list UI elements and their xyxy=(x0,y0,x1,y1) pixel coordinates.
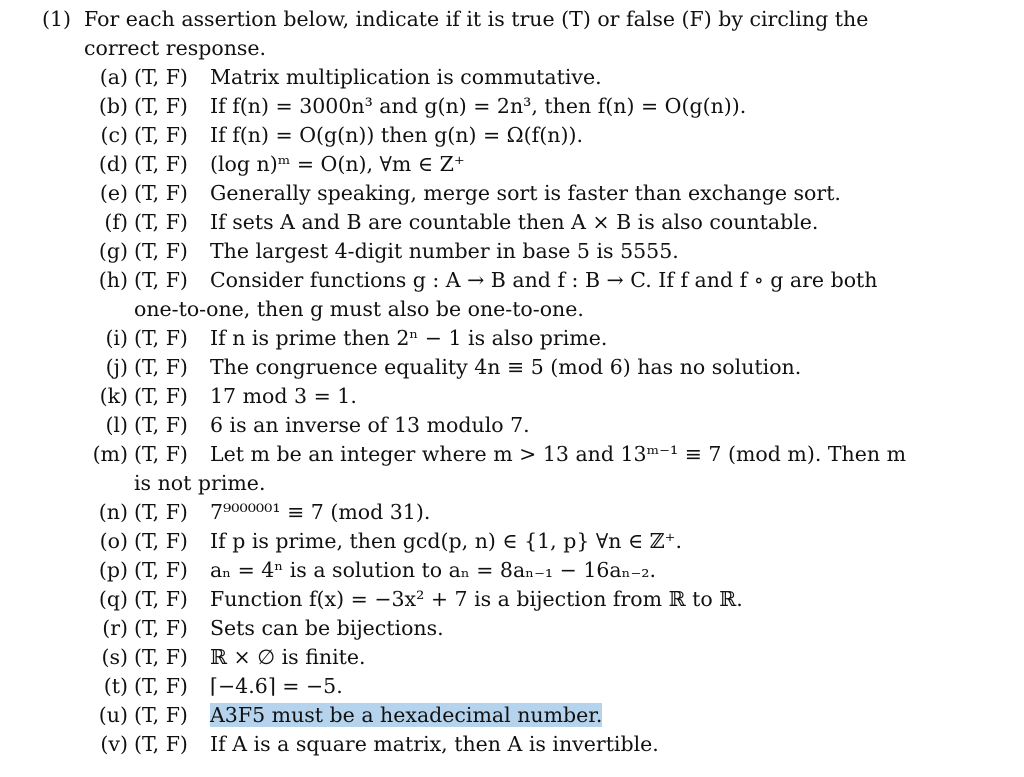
assertion-text xyxy=(210,701,602,730)
assertion-text-content: ⌈−4.6⌉ = −5. xyxy=(210,674,343,698)
true-false-choice[interactable]: (T, F) xyxy=(134,268,188,292)
assertion-text xyxy=(210,498,430,527)
item-label: (o) xyxy=(99,529,128,553)
problem-number: (1) xyxy=(42,7,72,31)
item-label: (i) xyxy=(105,326,128,350)
item-label: (k) xyxy=(99,384,128,408)
assertion-text-content: 17 mod 3 = 1. xyxy=(210,384,357,408)
item-label: (u) xyxy=(98,703,128,727)
assertion-text-content: aₙ = 4ⁿ is a solution to aₙ = 8aₙ₋₁ − 16aₙ₋₂. xyxy=(210,558,657,582)
item-label: (g) xyxy=(98,239,128,263)
assertion-text xyxy=(210,237,679,266)
assertion-text-content: The largest 4-digit number in base 5 is 5555. xyxy=(210,239,679,263)
true-false-choice[interactable]: (T, F) xyxy=(134,326,188,350)
item-label: (b) xyxy=(98,94,128,118)
item-label: (e) xyxy=(99,181,128,205)
item-label: (r) xyxy=(102,616,128,640)
item-label: (v) xyxy=(100,732,128,756)
item-label: (l) xyxy=(105,413,128,437)
assertion-text-content: (log n)ᵐ = O(n), ∀m ∈ Z⁺ xyxy=(210,152,465,176)
true-false-choice[interactable]: (T, F) xyxy=(134,239,188,263)
assertion-text-content: The congruence equality 4n ≡ 5 (mod 6) has no solution. xyxy=(210,355,802,379)
assertion-text xyxy=(210,556,656,585)
assertion-text xyxy=(210,324,607,353)
assertion-text xyxy=(210,353,801,382)
true-false-choice[interactable]: (T, F) xyxy=(134,210,188,234)
assertion-text xyxy=(210,672,343,701)
assertion-text-content: If n is prime then 2ⁿ − 1 is also prime. xyxy=(210,326,608,350)
item-label: (t) xyxy=(103,674,128,698)
assertion-text-content: If A is a square matrix, then A is invertible. xyxy=(210,732,659,756)
true-false-choice[interactable]: (T, F) xyxy=(134,732,188,756)
true-false-choice[interactable]: (T, F) xyxy=(134,384,188,408)
assertion-text-content: Consider functions g : A → B and f : B → C. If f and f ∘ g are both xyxy=(210,268,878,292)
assertion-text xyxy=(210,208,818,237)
item-label: (c) xyxy=(100,123,128,147)
highlighted-assertion-text: A3F5 must be a hexadecimal number. xyxy=(210,703,603,727)
true-false-choice[interactable]: (T, F) xyxy=(134,558,188,582)
assertion-text xyxy=(210,63,602,92)
true-false-choice[interactable]: (T, F) xyxy=(134,355,188,379)
assertion-text xyxy=(210,150,465,179)
assertion-text xyxy=(210,266,878,295)
assertion-text-content: 7⁹⁰⁰⁰⁰⁰¹ ≡ 7 (mod 31). xyxy=(210,500,431,524)
assertion-continuation: is not prime. xyxy=(134,471,266,495)
problem-intro-line-2: correct response. xyxy=(84,36,267,60)
assertion-text xyxy=(210,730,659,759)
assertion-text xyxy=(210,411,530,440)
assertion-text xyxy=(210,179,841,208)
assertion-text xyxy=(210,121,583,150)
true-false-choice[interactable]: (T, F) xyxy=(134,413,188,437)
true-false-choice[interactable]: (T, F) xyxy=(134,442,188,466)
true-false-choice[interactable]: (T, F) xyxy=(134,645,188,669)
item-label: (j) xyxy=(105,355,128,379)
assertion-text xyxy=(210,643,366,672)
item-label: (h) xyxy=(98,268,128,292)
item-label: (m) xyxy=(92,442,128,466)
assertion-text xyxy=(210,585,743,614)
true-false-choice[interactable]: (T, F) xyxy=(134,529,188,553)
assertion-text-content: If f(n) = O(g(n)) then g(n) = Ω(f(n)). xyxy=(210,123,583,147)
item-label: (s) xyxy=(101,645,128,669)
item-label: (f) xyxy=(104,210,128,234)
assertion-text-content: Generally speaking, merge sort is faster than exchange sort. xyxy=(210,181,841,205)
assertion-text-content: If p is prime, then gcd(p, n) ∈ {1, p} ∀n ∈ ℤ⁺. xyxy=(210,529,682,553)
item-label: (n) xyxy=(98,500,128,524)
true-false-choice[interactable]: (T, F) xyxy=(134,587,188,611)
assertion-text xyxy=(210,527,682,556)
item-label: (a) xyxy=(99,65,128,89)
assertion-text xyxy=(210,382,357,411)
assertion-text-content: Function f(x) = −3x² + 7 is a bijection from ℝ to ℝ. xyxy=(210,587,743,611)
assertion-text-content: Let m be an integer where m > 13 and 13ᵐ⁻¹ ≡ 7 (mod m). Then m xyxy=(210,442,907,466)
assertion-text-content: 6 is an inverse of 13 modulo 7. xyxy=(210,413,530,437)
assertion-text xyxy=(210,92,746,121)
assertion-text-content: Matrix multiplication is commutative. xyxy=(210,65,602,89)
assertion-continuation: one-to-one, then g must also be one-to-one. xyxy=(134,297,584,321)
assertion-text-content: If f(n) = 3000n³ and g(n) = 2n³, then f(n) = O(g(n)). xyxy=(210,94,747,118)
item-label: (q) xyxy=(98,587,128,611)
assertion-text xyxy=(210,440,906,469)
true-false-choice[interactable]: (T, F) xyxy=(134,674,188,698)
true-false-choice[interactable]: (T, F) xyxy=(134,94,188,118)
true-false-choice[interactable]: (T, F) xyxy=(134,152,188,176)
assertion-text xyxy=(210,614,444,643)
item-label: (d) xyxy=(98,152,128,176)
assertion-text-content: If sets A and B are countable then A × B is also countable. xyxy=(210,210,819,234)
assertion-text-content: Sets can be bijections. xyxy=(210,616,444,640)
true-false-choice[interactable]: (T, F) xyxy=(134,123,188,147)
true-false-choice[interactable]: (T, F) xyxy=(134,616,188,640)
assertion-text-content: ℝ × ∅ is finite. xyxy=(210,645,366,669)
true-false-choice[interactable]: (T, F) xyxy=(134,500,188,524)
true-false-choice[interactable]: (T, F) xyxy=(134,65,188,89)
true-false-choice[interactable]: (T, F) xyxy=(134,703,188,727)
problem-intro-line-1: For each assertion below, indicate if it is true (T) or false (F) by circling the xyxy=(84,7,869,31)
item-label: (p) xyxy=(98,558,128,582)
true-false-choice[interactable]: (T, F) xyxy=(134,181,188,205)
